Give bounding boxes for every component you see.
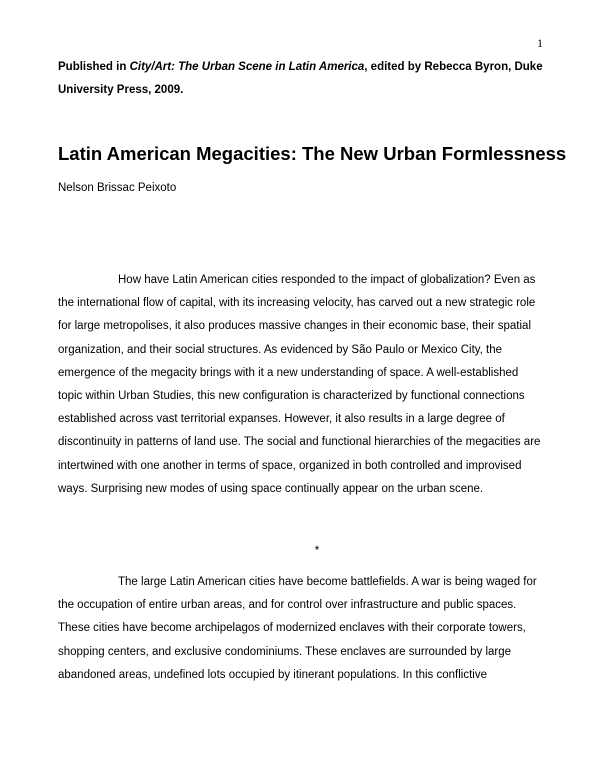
publication-venue: City/Art: The Urban Scene in Latin America: [129, 61, 365, 73]
publication-prefix: Published in: [58, 61, 130, 73]
author-name: Nelson Brissac Peixoto: [58, 182, 177, 194]
publication-suffix: , edited by Rebecca Byron, Duke University Press, 2009.: [58, 61, 543, 96]
article-title: Latin American Megacities: The New Urban Formlessness: [58, 143, 567, 164]
page-number: 1: [537, 36, 543, 50]
body-paragraph-2: The large Latin American cities have become battlefields. A war is being waged for the occupation of entire urban areas, and for control over infrastructure and public spaces. These cities have become archipelagos of modernized enclaves with their corporate towers, shopping centers, and exclusive condominiums. These enclaves are surrounded by large abandoned areas, undefined lots occupied by itinerant populations. In this conflictive: [58, 576, 537, 681]
publication-note: [58, 56, 548, 102]
section-break: *: [314, 545, 320, 557]
body-paragraph-1: How have Latin American cities responded to the impact of globalization? Even as the international flow of capital, with its increasing velocity, has carved out a new strategic role for large metropolises, it also produces massive changes in their economic base, their spatial organization, and their social structures. As evidenced by São Paulo or Mexico City, the emergence of the megacity brings with it a new understanding of space. A well-established topic within Urban Studies, this new configuration is characterized by functional connections established across vast territorial expanses. However, it also results in a large degree of discontinuity in patterns of land use. The social and functional hierarchies of the megacities are intertwined with one another in terms of space, organized in both controlled and improvised ways. Surprising new modes of using space continually appear on the urban scene.: [58, 274, 541, 495]
